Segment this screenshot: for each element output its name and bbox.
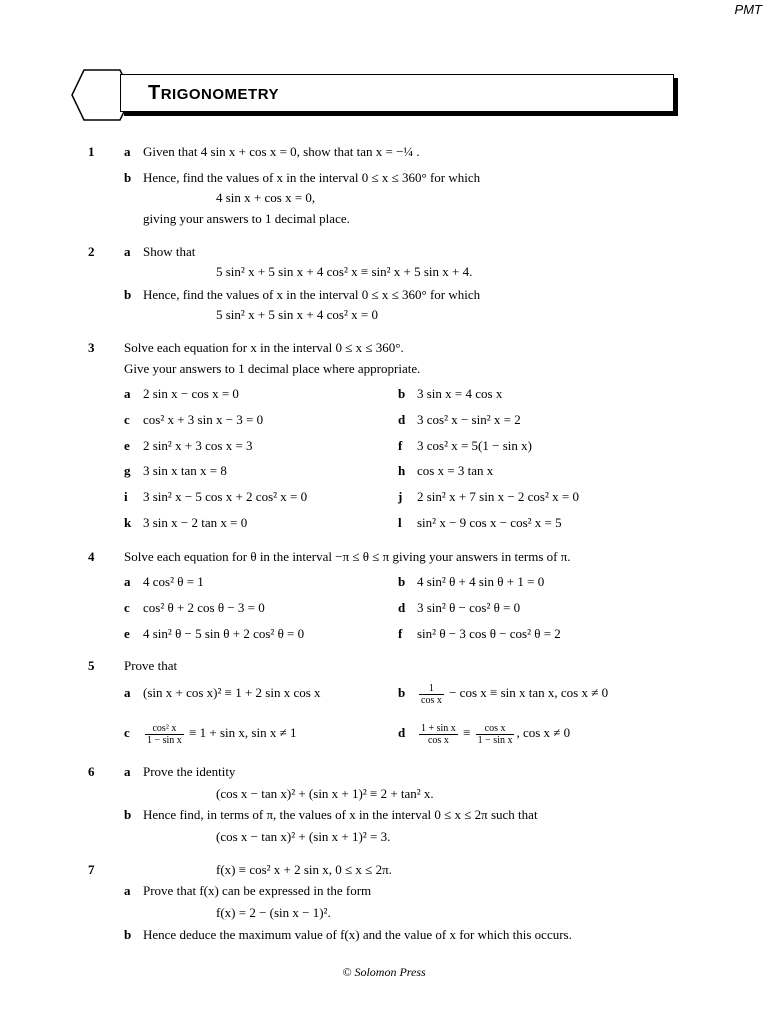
- q2-part-b-label: b: [124, 287, 132, 302]
- q2-part-b-text: Hence, find the values of x in the interval 0 ≤ x ≤ 360° for which: [143, 287, 481, 302]
- q3-part-equation: 3 sin² x − 5 cos x + 2 cos² x = 0: [143, 489, 308, 504]
- q6-part-b-text: Hence find, in terms of π, the values of x in the interval 0 ≤ x ≤ 2π such that: [143, 807, 538, 822]
- q4-part-equation: 3 sin² θ − cos² θ = 0: [417, 600, 521, 615]
- q4-part-label: c: [124, 600, 130, 615]
- q4-part-equation: 4 sin² θ + 4 sin θ + 1 = 0: [417, 574, 545, 589]
- q7-part-b-label: b: [124, 927, 132, 942]
- fraction-denominator: 1 − sin x: [477, 734, 513, 746]
- q2-part-a-text: Show that: [143, 244, 196, 259]
- fraction: [145, 723, 184, 746]
- fraction-numerator: cos² x: [145, 723, 184, 735]
- q5-part-a-equation: (sin x + cos x)² ≡ 1 + 2 sin x cos x: [143, 685, 321, 700]
- title-rest: RIGONOMETRY: [160, 86, 279, 103]
- q5-part-c-rest: ≡ 1 + sin x, sin x ≠ 1: [189, 725, 297, 740]
- q2-part-a-label: a: [124, 244, 131, 259]
- q3-part-label: f: [398, 438, 403, 453]
- q3-part-label: e: [124, 438, 130, 453]
- q5-intro: Prove that: [124, 658, 178, 673]
- question-6-number: 6: [88, 764, 95, 779]
- q6-part-a-text: Prove the identity: [143, 764, 236, 779]
- q7-definition: f(x) ≡ cos² x + 2 sin x, 0 ≤ x ≤ 2π.: [216, 862, 392, 877]
- q5-part-b-equation: [417, 678, 608, 708]
- q4-part-label: b: [398, 574, 406, 589]
- question-3-number: 3: [88, 340, 95, 355]
- q3-part-equation: 3 sin x = 4 cos x: [417, 386, 503, 401]
- q2-part-a-equation: 5 sin² x + 5 sin x + 4 cos² x ≡ sin² x + 5 sin x + 4.: [216, 264, 473, 279]
- q1-part-b-text: Hence, find the values of x in the interval 0 ≤ x ≤ 360° for which: [143, 170, 481, 185]
- question-4-number: 4: [88, 549, 95, 564]
- q3-part-equation: 2 sin² x + 3 cos x = 3: [143, 438, 253, 453]
- identity-sign: ≡: [463, 725, 471, 740]
- q7-part-a-label: a: [124, 883, 131, 898]
- q7-part-a-text: Prove that f(x) can be expressed in the form: [143, 883, 372, 898]
- q3-part-label: h: [398, 463, 406, 478]
- q3-part-label: b: [398, 386, 406, 401]
- fraction-numerator: 1: [419, 683, 444, 695]
- title-banner: [70, 68, 682, 122]
- fraction: [419, 683, 444, 706]
- q3-part-equation: 3 cos² x − sin² x = 2: [417, 412, 521, 427]
- q5-part-c-equation: [143, 718, 296, 748]
- q3-part-equation: 3 sin x − 2 tan x = 0: [143, 515, 248, 530]
- corner-label: PMT: [734, 2, 762, 17]
- q3-intro-line-2: Give your answers to 1 decimal place where appropriate.: [124, 361, 421, 376]
- q4-part-label: d: [398, 600, 406, 615]
- q5-part-b-label: b: [398, 685, 406, 700]
- fraction-denominator: cos x: [421, 694, 442, 706]
- fraction: [419, 723, 458, 746]
- q3-intro-line-1: Solve each equation for x in the interval 0 ≤ x ≤ 360°.: [124, 340, 404, 355]
- q3-part-label: k: [124, 515, 132, 530]
- q2-part-b-equation: 5 sin² x + 5 sin x + 4 cos² x = 0: [216, 307, 378, 322]
- q3-part-label: j: [398, 489, 403, 504]
- fraction: [476, 723, 515, 746]
- q3-part-equation: 2 sin² x + 7 sin x − 2 cos² x = 0: [417, 489, 579, 504]
- q7-part-b-text: Hence deduce the maximum value of f(x) and the value of x for which this occurs.: [143, 927, 572, 942]
- q4-part-equation: sin² θ − 3 cos θ − cos² θ = 2: [417, 626, 561, 641]
- q5-part-c-label: c: [124, 725, 130, 740]
- q5-part-a-label: a: [124, 685, 131, 700]
- q5-part-b-rest: − cos x ≡ sin x tan x, cos x ≠ 0: [449, 685, 609, 700]
- q3-part-equation: 3 sin x tan x = 8: [143, 463, 227, 478]
- q5-part-d-label: d: [398, 725, 406, 740]
- q4-part-label: f: [398, 626, 403, 641]
- q4-part-equation: cos² θ + 2 cos θ − 3 = 0: [143, 600, 265, 615]
- q4-part-label: e: [124, 626, 130, 641]
- q6-part-a-equation: (cos x − tan x)² + (sin x + 1)² ≡ 2 + tan² x.: [216, 786, 434, 801]
- q6-part-a-label: a: [124, 764, 131, 779]
- q1-part-a-text: Given that 4 sin x + cos x = 0, show that tan x = −¼ .: [143, 144, 420, 159]
- q3-part-equation: cos x = 3 tan x: [417, 463, 494, 478]
- q5-part-d-rest: , cos x ≠ 0: [516, 725, 571, 740]
- q7-part-a-equation: f(x) = 2 − (sin x − 1)².: [216, 905, 331, 920]
- q4-part-equation: 4 sin² θ − 5 sin θ + 2 cos² θ = 0: [143, 626, 305, 641]
- q3-part-equation: 3 cos² x = 5(1 − sin x): [417, 438, 532, 453]
- q1-part-a-label: a: [124, 144, 131, 159]
- question-2-number: 2: [88, 244, 95, 259]
- fraction-numerator: cos x: [476, 723, 515, 735]
- fraction-denominator: cos x: [427, 734, 449, 746]
- q3-part-equation: 2 sin x − cos x = 0: [143, 386, 239, 401]
- q4-part-equation: 4 cos² θ = 1: [143, 574, 204, 589]
- q1-part-b-equation: 4 sin x + cos x = 0,: [216, 190, 316, 205]
- q4-intro: Solve each equation for θ in the interval −π ≤ θ ≤ π giving your answers in terms of π.: [124, 549, 571, 564]
- question-5-number: 5: [88, 658, 95, 673]
- q1-part-b-label: b: [124, 170, 132, 185]
- q3-part-equation: sin² x − 9 cos x − cos² x = 5: [417, 515, 562, 530]
- fraction-denominator: 1 − sin x: [147, 734, 182, 746]
- q3-part-label: l: [398, 515, 402, 530]
- footer-copyright: © Solomon Press: [342, 965, 426, 979]
- q4-part-label: a: [124, 574, 131, 589]
- q3-part-label: d: [398, 412, 406, 427]
- q1-part-b-note: giving your answers to 1 decimal place.: [143, 211, 350, 226]
- page-title: [148, 82, 279, 105]
- q3-part-equation: cos² x + 3 sin x − 3 = 0: [143, 412, 264, 427]
- title-first-letter: T: [148, 82, 161, 104]
- question-1-number: 1: [88, 144, 95, 159]
- q3-part-label: i: [124, 489, 128, 504]
- q3-part-label: g: [124, 463, 131, 478]
- q5-part-d-equation: [417, 718, 570, 748]
- q3-part-label: c: [124, 412, 130, 427]
- fraction-numerator: 1 + sin x: [421, 722, 456, 734]
- q3-part-label: a: [124, 386, 131, 401]
- question-7-number: 7: [88, 862, 95, 877]
- q6-part-b-label: b: [124, 807, 132, 822]
- q6-part-b-equation: (cos x − tan x)² + (sin x + 1)² = 3.: [216, 829, 391, 844]
